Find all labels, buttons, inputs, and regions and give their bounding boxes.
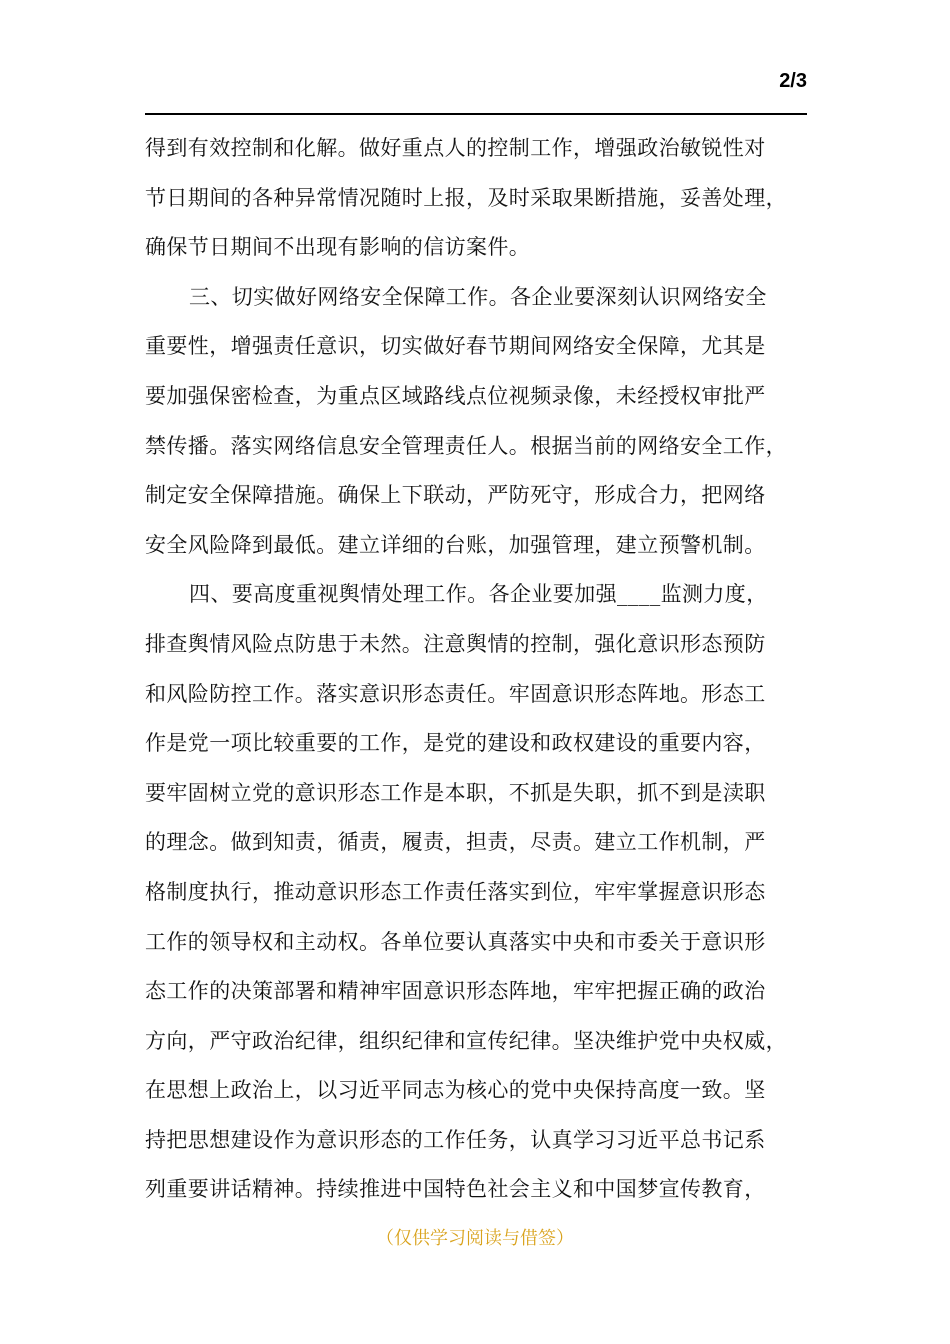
body-line: 态工作的决策部署和精神牢固意识形态阵地，牢牢把握正确的政治 bbox=[145, 979, 766, 1004]
body-line: 作是党一项比较重要的工作，是党的建设和政权建设的重要内容， bbox=[145, 731, 766, 756]
header-divider bbox=[145, 113, 807, 115]
body-line: 要加强保密检查，为重点区域路线点位视频录像，未经授权审批严 bbox=[145, 383, 766, 408]
body-line: 确保节日期间不出现有影响的信访案件。 bbox=[145, 235, 531, 260]
body-line: 重要性，增强责任意识，切实做好春节期间网络安全保障，尤其是 bbox=[145, 334, 766, 359]
body-line: 持把思想建设作为意识形态的工作任务，认真学习习近平总书记系 bbox=[145, 1127, 766, 1152]
body-line: 要牢固树立党的意识形态工作是本职，不抓是失职，抓不到是渎职 bbox=[145, 780, 766, 805]
document-body bbox=[145, 124, 815, 1215]
body-line: 安全风险降到最低。建立详细的台账，加强管理，建立预警机制。 bbox=[145, 532, 766, 557]
body-line: 格制度执行，推动意识形态工作责任落实到位，牢牢掌握意识形态 bbox=[145, 879, 766, 904]
paragraph-start-line: 三、切实做好网络安全保障工作。各企业要深刻认识网络安全 bbox=[189, 284, 767, 309]
body-line: 排查舆情风险点防患于未然。注意舆情的控制，强化意识形态预防 bbox=[145, 631, 766, 656]
body-line: 工作的领导权和主动权。各单位要认真落实中央和市委关于意识形 bbox=[145, 929, 766, 954]
paragraph-start-line: 四、要高度重视舆情处理工作。各企业要加强____监测力度， bbox=[189, 582, 768, 607]
body-line: 方向，严守政治纪律，组织纪律和宣传纪律。坚决维护党中央权威， bbox=[145, 1028, 787, 1053]
body-line: 和风险防控工作。落实意识形态责任。牢固意识形态阵地。形态工 bbox=[145, 681, 766, 706]
body-line: 的理念。做到知责，循责，履责，担责，尽责。建立工作机制，严 bbox=[145, 830, 766, 855]
body-line: 在思想上政治上，以习近平同志为核心的党中央保持高度一致。坚 bbox=[145, 1078, 766, 1103]
body-line: 节日期间的各种异常情况随时上报，及时采取果断措施，妥善处理， bbox=[145, 185, 787, 210]
footer-disclaimer: （仅供学习阅读与借签） bbox=[376, 1228, 574, 1249]
body-line: 得到有效控制和化解。做好重点人的控制工作，增强政治敏锐性对 bbox=[145, 136, 766, 160]
page-number: 2/3 bbox=[779, 70, 807, 92]
body-line: 列重要讲话精神。持续推进中国特色社会主义和中国梦宣传教育， bbox=[145, 1177, 766, 1202]
body-line: 禁传播。落实网络信息安全管理责任人。根据当前的网络安全工作， bbox=[145, 433, 787, 458]
body-line: 制定安全保障措施。确保上下联动，严防死守，形成合力，把网络 bbox=[145, 483, 766, 508]
